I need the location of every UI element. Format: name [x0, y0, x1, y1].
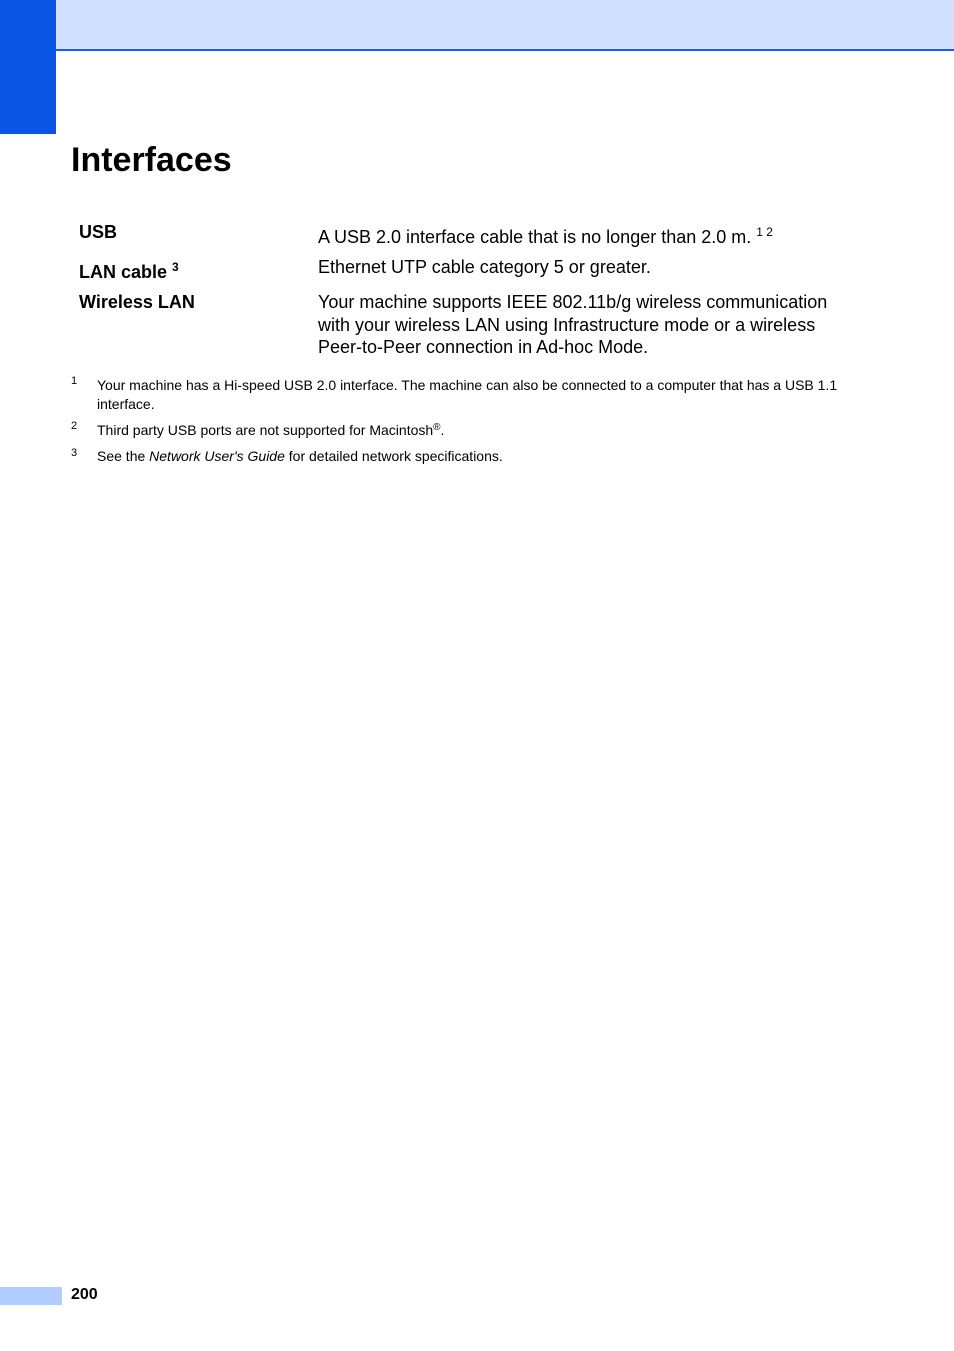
page-title: Interfaces	[71, 141, 232, 179]
footnote-1: Your machine has a Hi-speed USB 2.0 interface. The machine can also be connected to a computer that has a USB 1.1 interface.	[97, 377, 838, 412]
spec-label-wireless-lan: Wireless LAN	[79, 292, 195, 312]
spec-value-usb: A USB 2.0 interface cable that is no longer than 2.0 m. $^{1 2}$	[318, 225, 773, 247]
footnote-mark-3: 3	[71, 447, 78, 459]
footnote-3: See the Network User's Guide for detailed network specifications.	[97, 448, 503, 464]
page-number: 200	[71, 1286, 98, 1303]
spec-value-lan-cable: Ethernet UTP cable category 5 or greater.	[318, 257, 651, 277]
guide-title: Network User's Guide	[149, 448, 285, 464]
footnote-mark-1: 1	[71, 375, 78, 387]
footnote-2: Third party USB ports are not supported for Macintosh®.	[97, 422, 445, 438]
spec-label-lan-cable: LAN cable $^3$	[79, 260, 179, 282]
page-number-tab	[0, 1287, 62, 1305]
spec-value-wireless-lan: Your machine supports IEEE 802.11b/g wireless communication with your wireless LAN using Infrastructure mode or a wireless Peer-to-Peer connection in Ad-hoc Mode.	[318, 292, 828, 357]
header-band	[0, 0, 954, 51]
footnote-ref: 3	[172, 260, 179, 274]
chapter-tab	[0, 0, 56, 134]
footnote-ref: 1 2	[756, 225, 773, 239]
footnote-mark-2: 2	[71, 420, 78, 432]
spec-label-usb: USB	[79, 222, 118, 242]
